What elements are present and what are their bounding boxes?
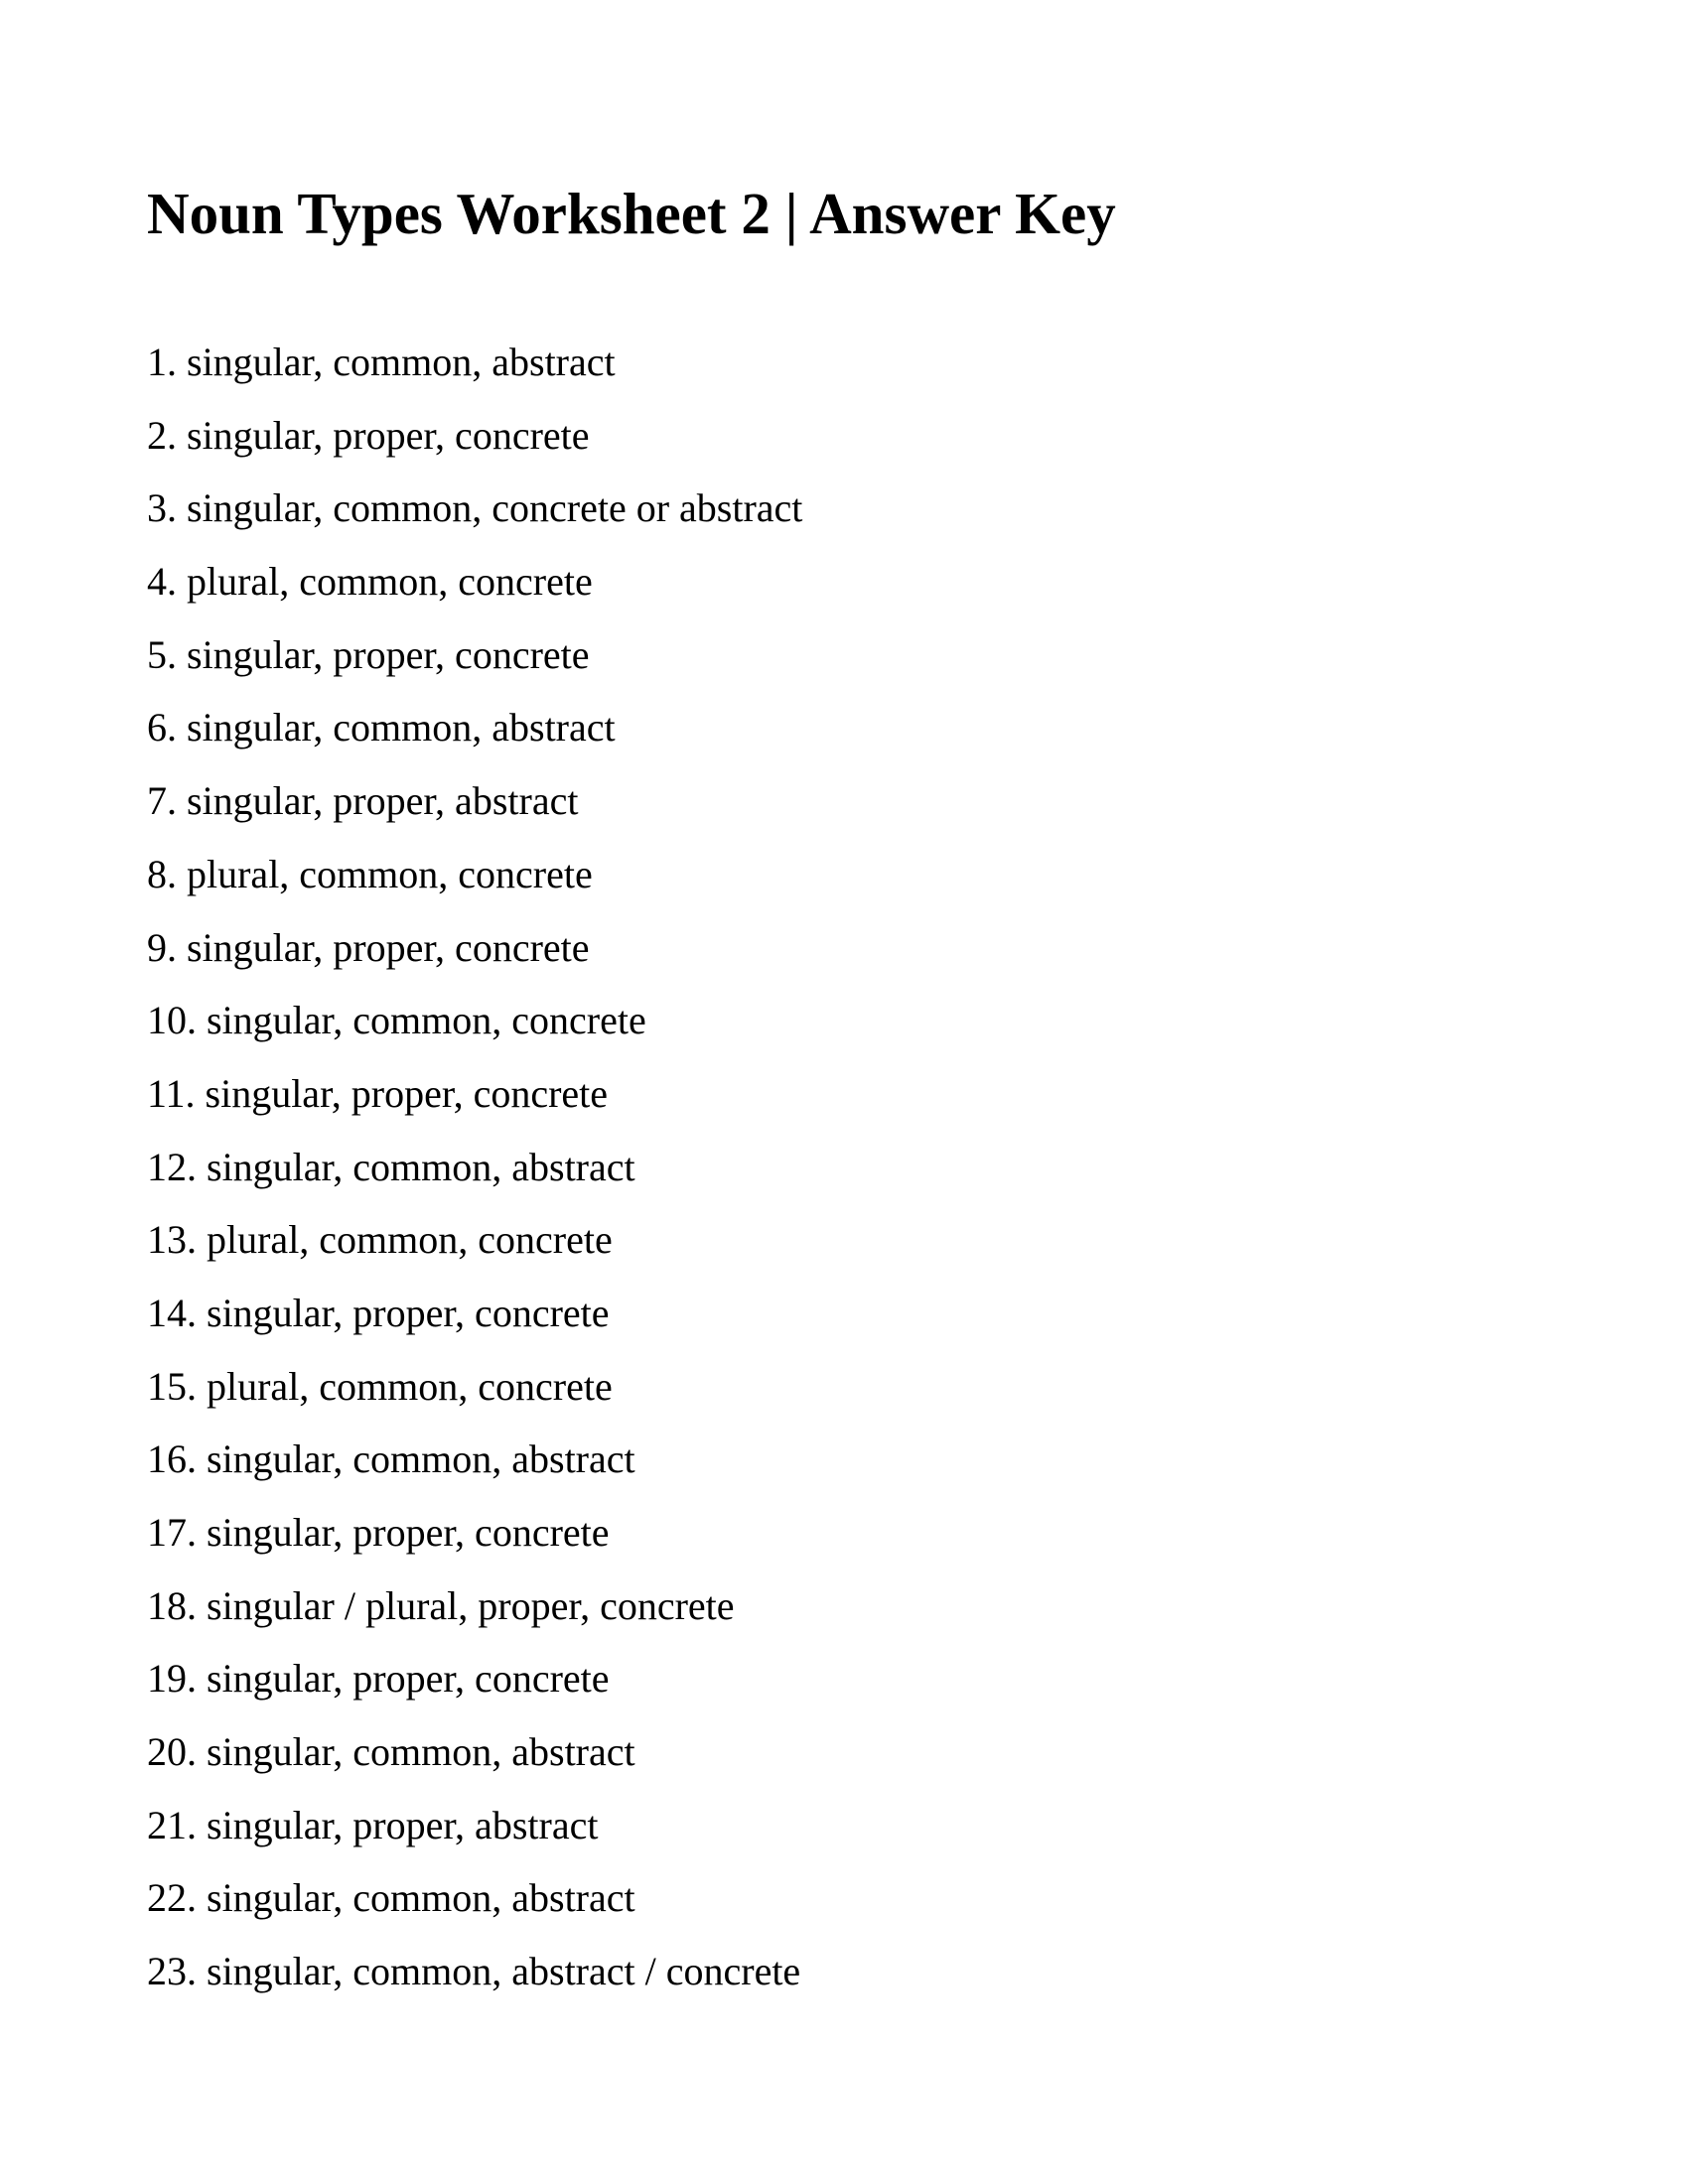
answer-number: 13. [147,1217,197,1263]
answer-text: singular, common, abstract [207,1436,635,1482]
answer-number: 20. [147,1729,197,1775]
answer-text: singular, proper, concrete [207,1656,610,1702]
answer-number: 11. [147,1070,196,1116]
answer-text: singular, common, concrete or abstract [187,485,803,531]
answer-text: singular, common, abstract [187,705,616,751]
answer-item [147,1423,802,1496]
answer-item [147,1057,802,1131]
answer-text: singular, common, concrete [207,998,646,1043]
answer-item [147,911,802,985]
answer-item [147,1277,802,1350]
answer-number: 7. [147,778,177,824]
answer-text: singular / plural, proper, concrete [207,1582,735,1628]
answer-text: singular, proper, abstract [207,1802,599,1847]
answer-number: 17. [147,1510,197,1555]
answer-item [147,326,802,399]
answer-number: 23. [147,1949,197,1994]
answer-text: plural, common, concrete [187,851,593,896]
answer-number: 21. [147,1802,197,1847]
answer-item [147,399,802,473]
answer-text: singular, proper, concrete [187,412,590,458]
answer-text: singular, common, abstract [207,1144,635,1189]
answer-number: 3. [147,485,177,531]
answer-number: 8. [147,851,177,896]
answer-number: 6. [147,705,177,751]
answer-number: 18. [147,1582,197,1628]
answer-item [147,1861,802,1935]
answer-text: plural, common, concrete [187,559,593,605]
answer-item [147,1203,802,1277]
answer-number: 2. [147,412,177,458]
answer-number: 4. [147,559,177,605]
answer-item [147,984,802,1057]
answer-number: 12. [147,1144,197,1189]
answer-number: 1. [147,340,177,384]
answer-item [147,472,802,545]
answer-number: 19. [147,1656,197,1702]
answer-text: singular, proper, concrete [207,1290,610,1335]
answer-item [147,764,802,838]
answer-item [147,1715,802,1789]
answer-item [147,1789,802,1862]
answer-item [147,1642,802,1715]
answer-item [147,1496,802,1570]
answer-list [147,326,802,2008]
answer-number: 5. [147,631,177,677]
answer-item [147,1935,802,2008]
answer-item [147,1350,802,1424]
answer-item [147,838,802,911]
answer-item [147,545,802,618]
answer-number: 10. [147,998,197,1043]
answer-item [147,1131,802,1204]
answer-text: plural, common, concrete [207,1217,613,1263]
answer-text: singular, common, abstract [187,340,616,384]
answer-item [147,618,802,692]
answer-text: singular, common, abstract [207,1729,635,1775]
answer-text: singular, common, abstract / concrete [207,1949,801,1994]
page-title: Noun Types Worksheet 2 | Answer Key [147,181,1116,246]
answer-number: 14. [147,1290,197,1335]
answer-text: singular, proper, concrete [187,631,590,677]
answer-number: 16. [147,1436,197,1482]
answer-text: singular, common, abstract [207,1875,635,1921]
answer-number: 15. [147,1363,197,1409]
answer-text: plural, common, concrete [207,1363,613,1409]
answer-item [147,1570,802,1643]
answer-text: singular, proper, concrete [205,1070,609,1116]
answer-item [147,691,802,764]
answer-text: singular, proper, concrete [187,924,590,970]
answer-text: singular, proper, concrete [207,1510,610,1555]
answer-number: 22. [147,1875,197,1921]
answer-number: 9. [147,924,177,970]
answer-text: singular, proper, abstract [187,778,579,824]
